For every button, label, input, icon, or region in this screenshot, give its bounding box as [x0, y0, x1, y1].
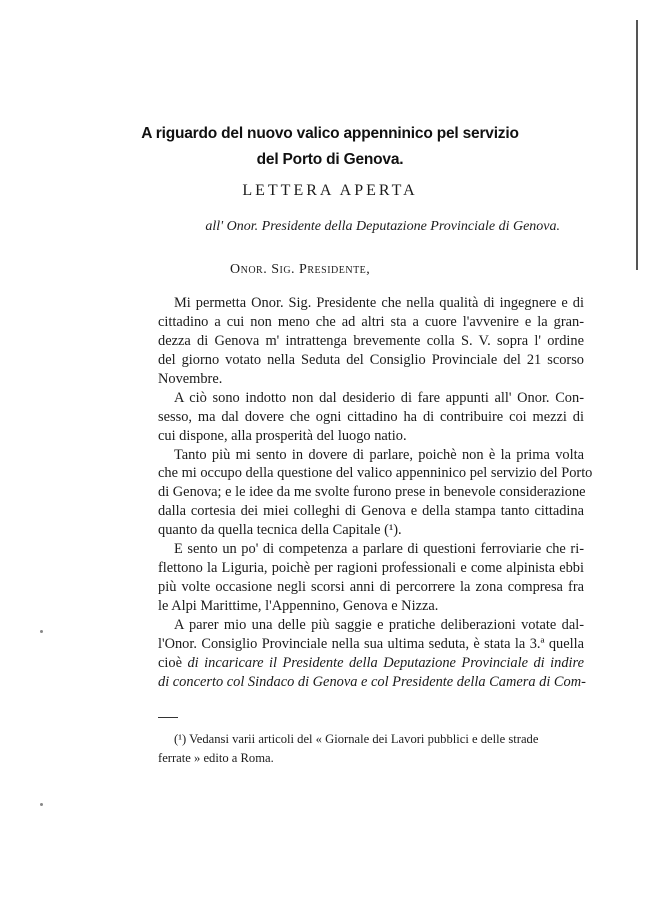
- body-line: del giorno votato nella Seduta del Consiglio Provinciale del 21 scorso: [158, 351, 584, 368]
- paper-speck: [40, 630, 43, 633]
- body-line: dalla cortesia dei miei colleghi di Genova e della stampa tanto cittadina: [158, 503, 584, 520]
- body-line: cittadino a cui non meno che ad altri sta a cuore l'avvenire e la gran-: [158, 313, 584, 330]
- letter-subtitle: LETTERA APERTA: [242, 182, 418, 199]
- body-line: di concerto col Sindaco di Genova e col Presidente della Camera di Com-: [158, 673, 586, 690]
- body-line: sesso, ma dal dovere che ogni cittadino ha di contribuire coi mezzi di: [158, 408, 584, 425]
- body-line: le Alpi Marittime, l'Appennino, Genova e Nizza.: [158, 598, 439, 614]
- letter-salutation: Onor. Sig. Presidente,: [230, 262, 371, 277]
- body-line: Novembre.: [158, 370, 223, 387]
- body-line: Mi permetta Onor. Sig. Presidente che nella qualità di ingegnere e di: [174, 295, 584, 311]
- body-line: E sento un po' di competenza a parlare di questioni ferroviarie che ri-: [174, 541, 584, 558]
- body-line-mixed: [158, 654, 584, 673]
- body-line: cui dispone, alla prosperità del luogo natio.: [158, 427, 407, 444]
- body-line: quanto da quella tecnica della Capitale (¹).: [158, 522, 402, 539]
- article-title-line-1: A riguardo del nuovo valico appenninico pel servizio: [141, 125, 519, 142]
- body-line: Tanto più mi sento in dovere di parlare, poichè non è la prima volta: [174, 446, 584, 463]
- article-title-line-2: del Porto di Genova.: [256, 151, 404, 168]
- body-line-italic-part: di incaricare il Presidente della Deputazione Provinciale di indire: [187, 654, 584, 671]
- page-edge-line: [636, 20, 638, 270]
- body-line: l'Onor. Consiglio Provinciale nella sua ultima seduta, è stata la 3.ª quella: [158, 635, 584, 652]
- body-line: flettono la Liguria, poichè per ragioni professionali e come alpinista ebbi: [158, 560, 584, 577]
- footnote-line: ferrate » edito a Roma.: [158, 751, 274, 765]
- body-line: A ciò sono indotto non dal desiderio di fare appunti all' Onor. Con-: [174, 389, 584, 406]
- footnote-line: (¹) Vedansi varii articoli del « Giornale dei Lavori pubblici e delle strade: [174, 732, 539, 746]
- paper-speck: [40, 803, 43, 806]
- body-line: che mi occupo della questione del valico appenninico pel servizio del Porto: [158, 465, 593, 482]
- footnote: [158, 730, 584, 768]
- body-line: A parer mio una delle più saggie e pratiche deliberazioni votate dal-: [174, 616, 584, 633]
- body-line: più volte occasione negli scorsi anni di percorrere la zona compresa fra: [158, 579, 584, 596]
- body-line: di Genova; e le idee da me svolte furono prese in benevole considerazione: [158, 484, 586, 501]
- letter-addressee: all' Onor. Presidente della Deputazione Provinciale di Genova.: [205, 219, 560, 234]
- letter-body: [158, 294, 593, 692]
- body-line: dezza di Genova m' intrattenga brevemente colla S. V. sopra l' ordine: [158, 332, 584, 349]
- footnote-separator: [158, 717, 178, 718]
- body-line-plain-part: cioè: [158, 654, 182, 671]
